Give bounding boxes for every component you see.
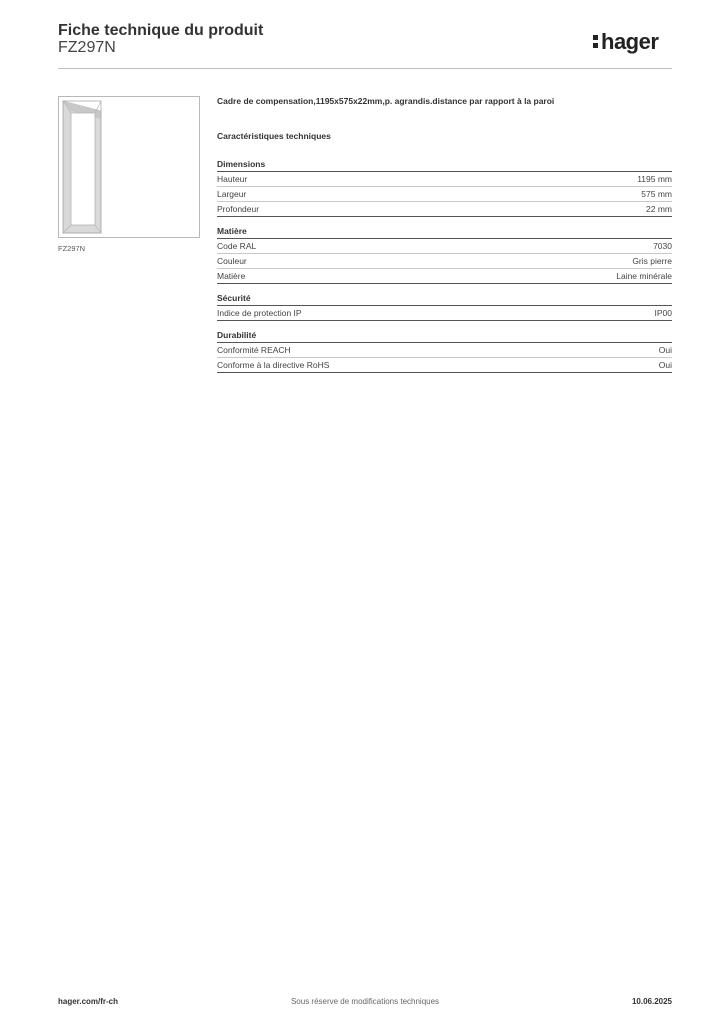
spec-label: Conformité REACH bbox=[217, 345, 291, 355]
section-title: Sécurité bbox=[217, 293, 672, 306]
spec-row bbox=[217, 187, 672, 202]
spec-row bbox=[217, 172, 672, 187]
section-title: Durabilité bbox=[217, 330, 672, 343]
section-material bbox=[217, 226, 672, 284]
product-description: Cadre de compensation,1195x575x22mm,p. agrandis.distance par rapport à la paroi bbox=[217, 96, 555, 106]
product-image-frame bbox=[58, 96, 200, 238]
spec-label: Couleur bbox=[217, 256, 247, 266]
spec-label: Profondeur bbox=[217, 204, 260, 214]
spec-label: Indice de protection IP bbox=[217, 308, 302, 318]
spec-value: 7030 bbox=[653, 241, 672, 251]
footer-date: 10.06.2025 bbox=[631, 997, 672, 1006]
footer-website-link[interactable]: hager.com/fr-ch bbox=[58, 997, 119, 1006]
spec-row bbox=[217, 269, 672, 284]
section-safety bbox=[217, 293, 672, 321]
spec-value: IP00 bbox=[654, 308, 672, 318]
image-caption: FZ297N bbox=[58, 244, 86, 253]
spec-value: Oui bbox=[658, 345, 672, 355]
section-dimensions bbox=[217, 159, 672, 217]
section-title: Dimensions bbox=[217, 159, 672, 172]
spec-value: Gris pierre bbox=[632, 256, 672, 266]
spec-label: Hauteur bbox=[217, 174, 248, 184]
header-divider bbox=[58, 68, 672, 69]
spec-value: 575 mm bbox=[641, 189, 672, 199]
compensation-frame-icon bbox=[59, 97, 201, 239]
spec-label: Code RAL bbox=[217, 241, 257, 251]
spec-value: Oui bbox=[658, 360, 672, 370]
spec-value: 22 mm bbox=[646, 204, 672, 214]
spec-row bbox=[217, 358, 672, 373]
spec-row bbox=[217, 254, 672, 269]
logo-colon-icon bbox=[592, 32, 600, 52]
section-sustainability bbox=[217, 330, 672, 373]
hager-logo bbox=[592, 26, 674, 58]
page-title: Fiche technique du produit bbox=[58, 22, 264, 39]
spec-row bbox=[217, 343, 672, 358]
tech-characteristics-heading: Caractéristiques techniques bbox=[217, 131, 331, 141]
spec-value: Laine minérale bbox=[616, 271, 672, 281]
spec-row bbox=[217, 239, 672, 254]
spec-label: Conforme à la directive RoHS bbox=[217, 360, 330, 370]
spec-label: Largeur bbox=[217, 189, 247, 199]
logo-text: hager bbox=[601, 29, 659, 54]
product-details bbox=[217, 96, 672, 382]
section-title: Matière bbox=[217, 226, 672, 239]
product-reference: FZ297N bbox=[58, 39, 116, 56]
spec-label: Matière bbox=[217, 271, 246, 281]
spec-row bbox=[217, 306, 672, 321]
spec-row bbox=[217, 202, 672, 217]
footer-notice: Sous réserve de modifications techniques bbox=[290, 997, 440, 1006]
spec-value: 1195 mm bbox=[637, 174, 672, 184]
